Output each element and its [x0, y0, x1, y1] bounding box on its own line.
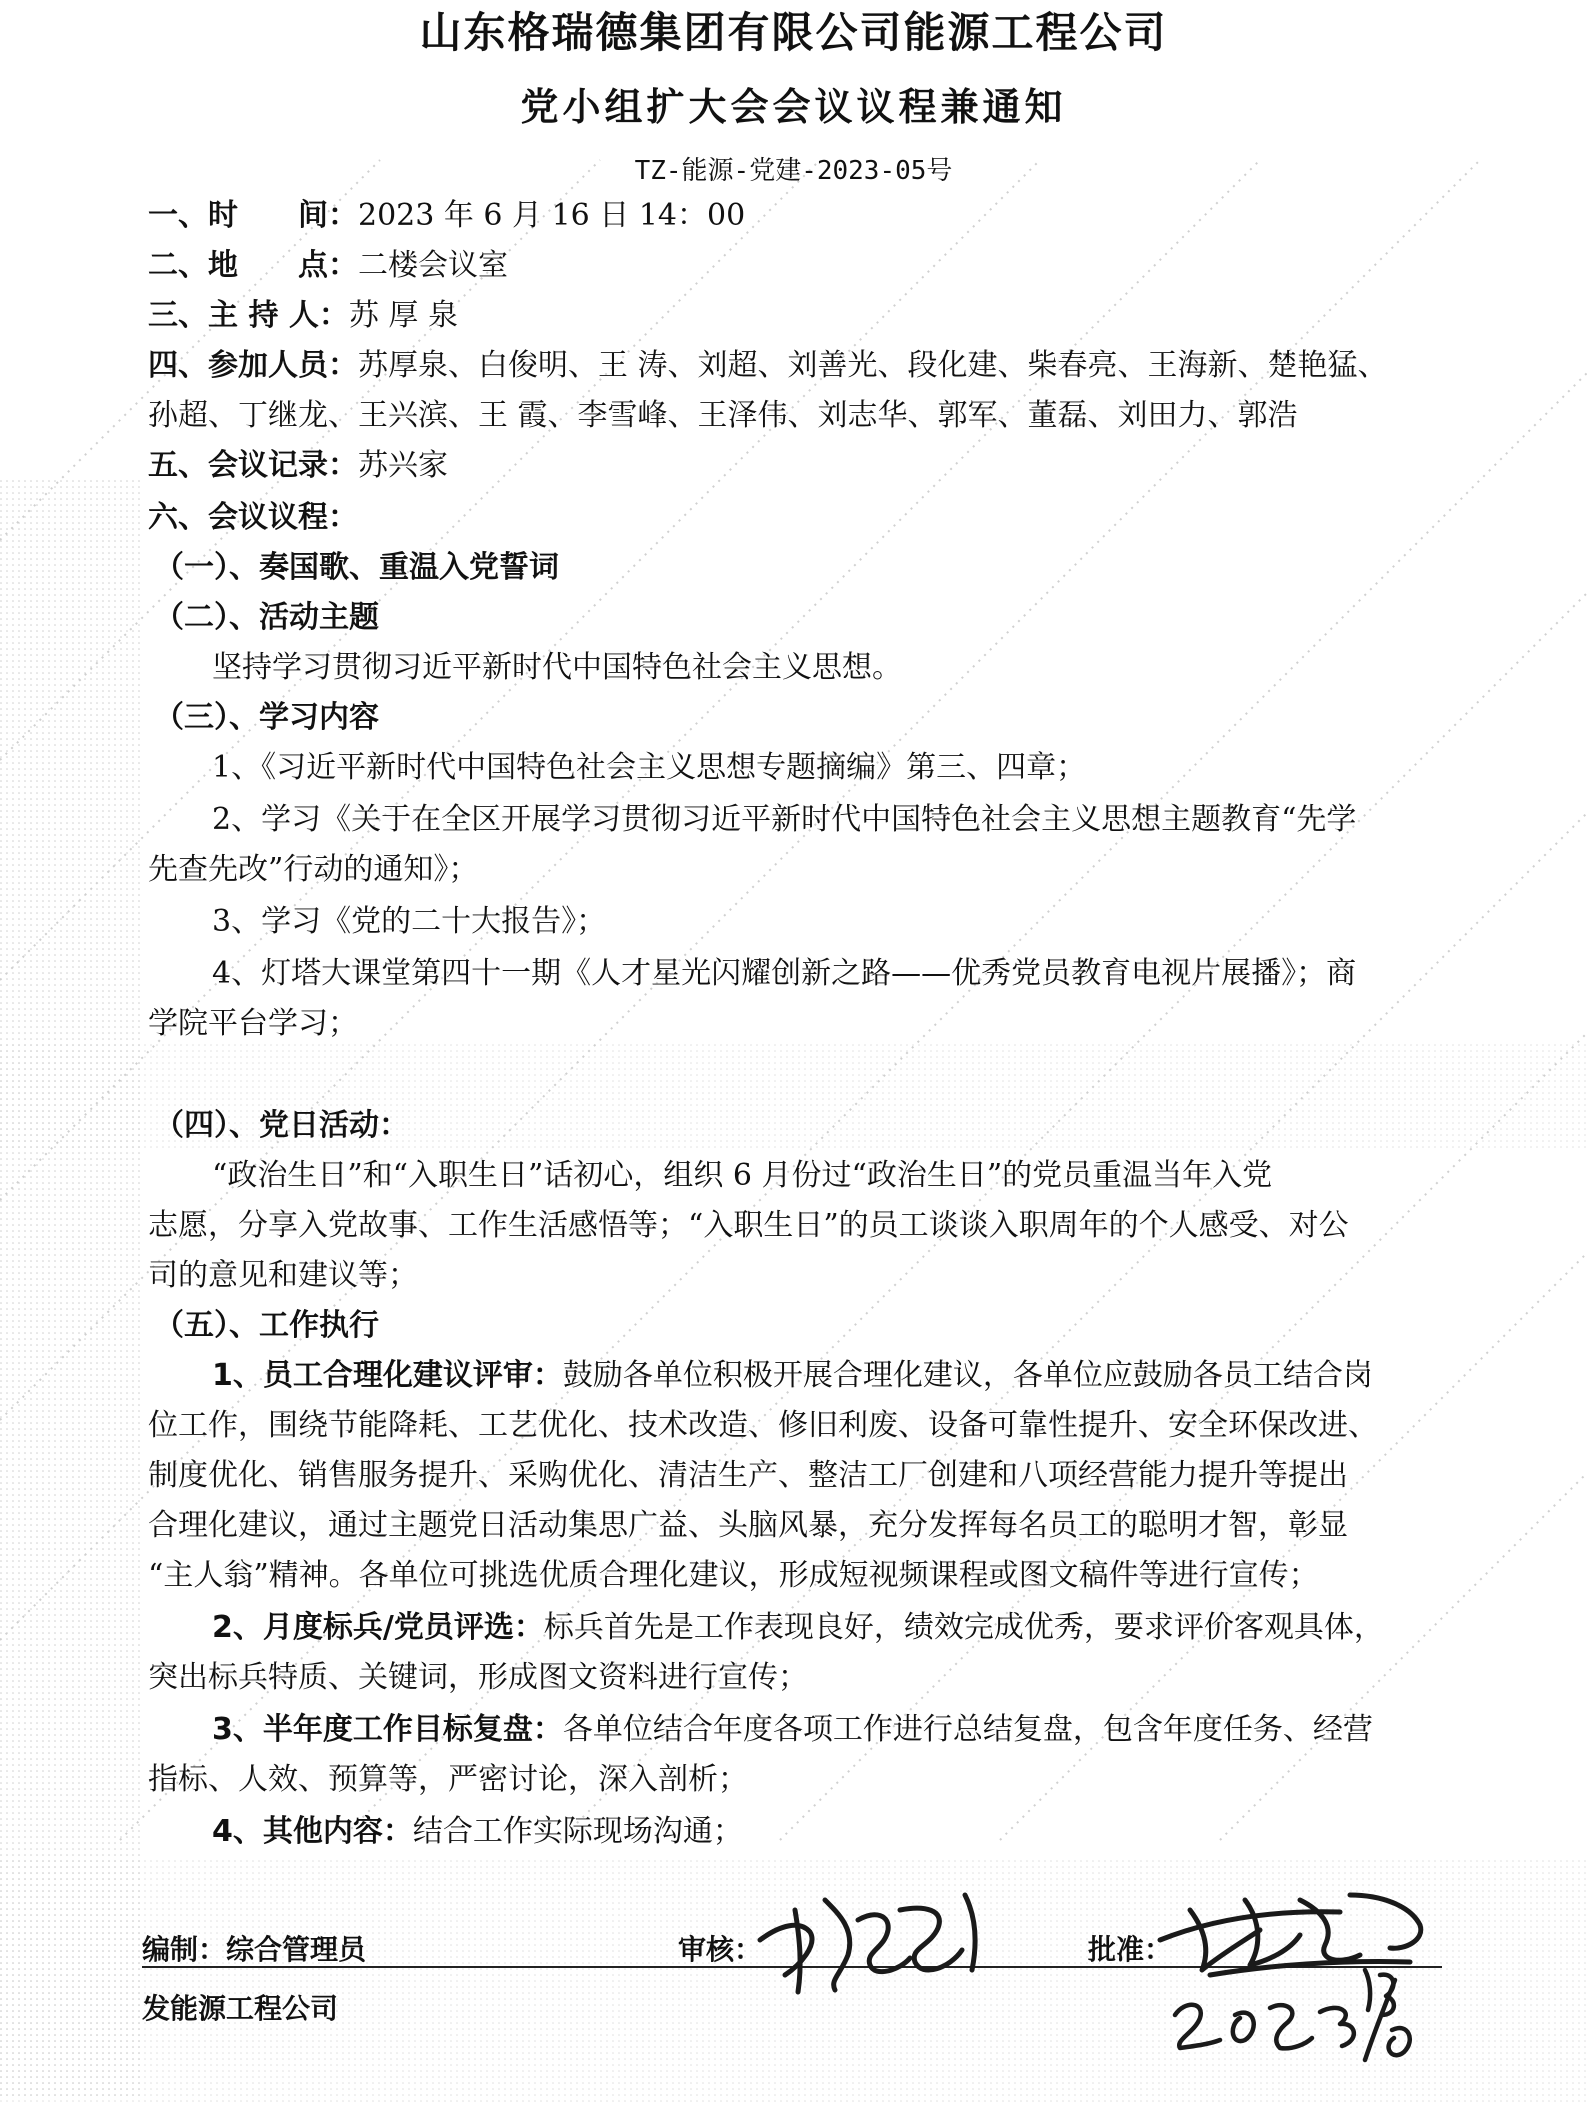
company-footer: 发能源工程公司 — [142, 1992, 339, 2025]
work-item-1-line4: 合理化建议，通过主题党日活动集思广益、头脑风暴，充分发挥每名员工的聪明才智，彰显 — [148, 1508, 1348, 1543]
recorder-value: 苏兴家 — [358, 448, 448, 483]
participants-row — [148, 346, 1448, 386]
work-item-3-key: 3、半年度工作目标复盘： — [212, 1712, 563, 1747]
participants-label: 四、参加人员： — [148, 348, 358, 383]
agenda-section-1-heading: （一）、奏国歌、重温入党誓词 — [154, 550, 559, 585]
work-item-3-line2: 指标、人效、预算等，严密讨论，深入剖析； — [148, 1762, 748, 1797]
study-item-4-line1: 4、灯塔大课堂第四十一期《人才星光闪耀创新之路——优秀党员教育电视片展播》；商 — [212, 956, 1357, 991]
recorder-label: 五、会议记录： — [148, 448, 358, 483]
work-item-2-text: 标兵首先是工作表现良好，绩效完成优秀，要求评价客观具体， — [543, 1610, 1384, 1645]
work-item-4-text: 结合工作实际现场沟通； — [412, 1814, 743, 1849]
work-item-1-line5: “主人翁”精神。各单位可挑选优质合理化建议，形成短视频课程或图文稿件等进行宣传； — [148, 1558, 1319, 1593]
agenda-section-4-heading: （四）、党日活动： — [154, 1108, 409, 1143]
study-item-1: 1、《习近平新时代中国特色社会主义思想专题摘编》第三、四章； — [212, 750, 1087, 785]
party-day-line2: 志愿，分享入党故事、工作生活感悟等；“入职生日”的员工谈谈入职周年的个人感受、对公 — [148, 1208, 1349, 1243]
work-item-1-line2: 位工作，围绕节能降耗、工艺优化、技术改造、修旧利废、设备可靠性提升、安全环保改进、 — [148, 1408, 1378, 1443]
approval-date-handwriting — [1160, 1960, 1420, 2070]
reviewer-signature — [740, 1870, 1000, 2000]
work-item-2-key: 2、月度标兵/党员评选： — [212, 1610, 544, 1645]
reviewed-label: 审核： — [678, 1933, 763, 1966]
party-day-line1: “政治生日”和“入职生日”话初心，组织 6 月份过“政治生日”的党员重温当年入党 — [212, 1158, 1273, 1193]
place-row — [148, 246, 1448, 286]
study-item-2-line1: 2、学习《关于在全区开展学习贯彻习近平新时代中国特色社会主义思想主题教育“先学 — [212, 802, 1357, 837]
study-item-2-line2: 先查先改”行动的通知》； — [148, 852, 479, 887]
host-label: 三、主 持 人： — [148, 298, 349, 333]
recorder-row — [148, 446, 1448, 486]
work-item-3-text: 各单位结合年度各项工作进行总结复盘，包含年度任务、经营 — [562, 1712, 1373, 1747]
time-value: 2023 年 6 月 16 日 14：00 — [358, 198, 746, 233]
work-item-1-line1 — [148, 1356, 1512, 1396]
study-item-3: 3、学习《党的二十大报告》； — [212, 904, 607, 939]
time-label: 一、时 间： — [148, 198, 358, 233]
work-item-4 — [148, 1812, 1512, 1852]
place-value: 二楼会议室 — [358, 248, 508, 283]
prepared-by: 编制：综合管理员 — [142, 1933, 367, 1966]
work-item-2-line2: 突出标兵特质、关键词，形成图文资料进行宣传； — [148, 1660, 808, 1695]
work-item-3-line1 — [148, 1710, 1512, 1750]
work-item-1-line3: 制度优化、销售服务提升、采购优化、清洁生产、整洁工厂创建和八项经营能力提升等提出 — [148, 1458, 1348, 1493]
agenda-section-5-heading: （五）、工作执行 — [154, 1308, 379, 1343]
work-item-4-key: 4、其他内容： — [212, 1814, 413, 1849]
work-item-2-line1 — [148, 1608, 1512, 1648]
agenda-section-2-text: 坚持学习贯彻习近平新时代中国特色社会主义思想。 — [212, 650, 902, 685]
agenda-section-2-heading: （二）、活动主题 — [154, 600, 379, 635]
study-item-4-line2: 学院平台学习； — [148, 1006, 358, 1041]
host-row — [148, 296, 1448, 336]
agenda-section-3-heading: （三）、学习内容 — [154, 700, 379, 735]
participants-line1: 苏厚泉、白俊明、王 涛、刘超、刘善光、段化建、柴春亮、王海新、楚艳猛、 — [358, 348, 1388, 383]
agenda-label: 六、会议议程： — [148, 500, 358, 535]
document-title: 党小组扩大会会议议程兼通知 — [520, 85, 1067, 129]
host-value: 苏 厚 泉 — [348, 298, 458, 333]
place-label: 二、地 点： — [148, 248, 358, 283]
participants-line2: 孙超、丁继龙、王兴滨、王 霞、李雪峰、王泽伟、刘志华、郭军、董磊、刘田力、郭浩 — [148, 398, 1298, 433]
document-number: TZ-能源-党建-2023-05号 — [634, 156, 953, 186]
company-title: 山东格瑞德集团有限公司能源工程公司 — [419, 8, 1168, 57]
time-row — [148, 196, 1448, 236]
work-item-1-text: 鼓励各单位积极开展合理化建议，各单位应鼓励各员工结合岗 — [562, 1358, 1373, 1393]
work-item-1-key: 1、员工合理化建议评审： — [212, 1358, 563, 1393]
approved-label: 批准： — [1088, 1933, 1173, 1966]
party-day-line3: 司的意见和建议等； — [148, 1258, 418, 1293]
